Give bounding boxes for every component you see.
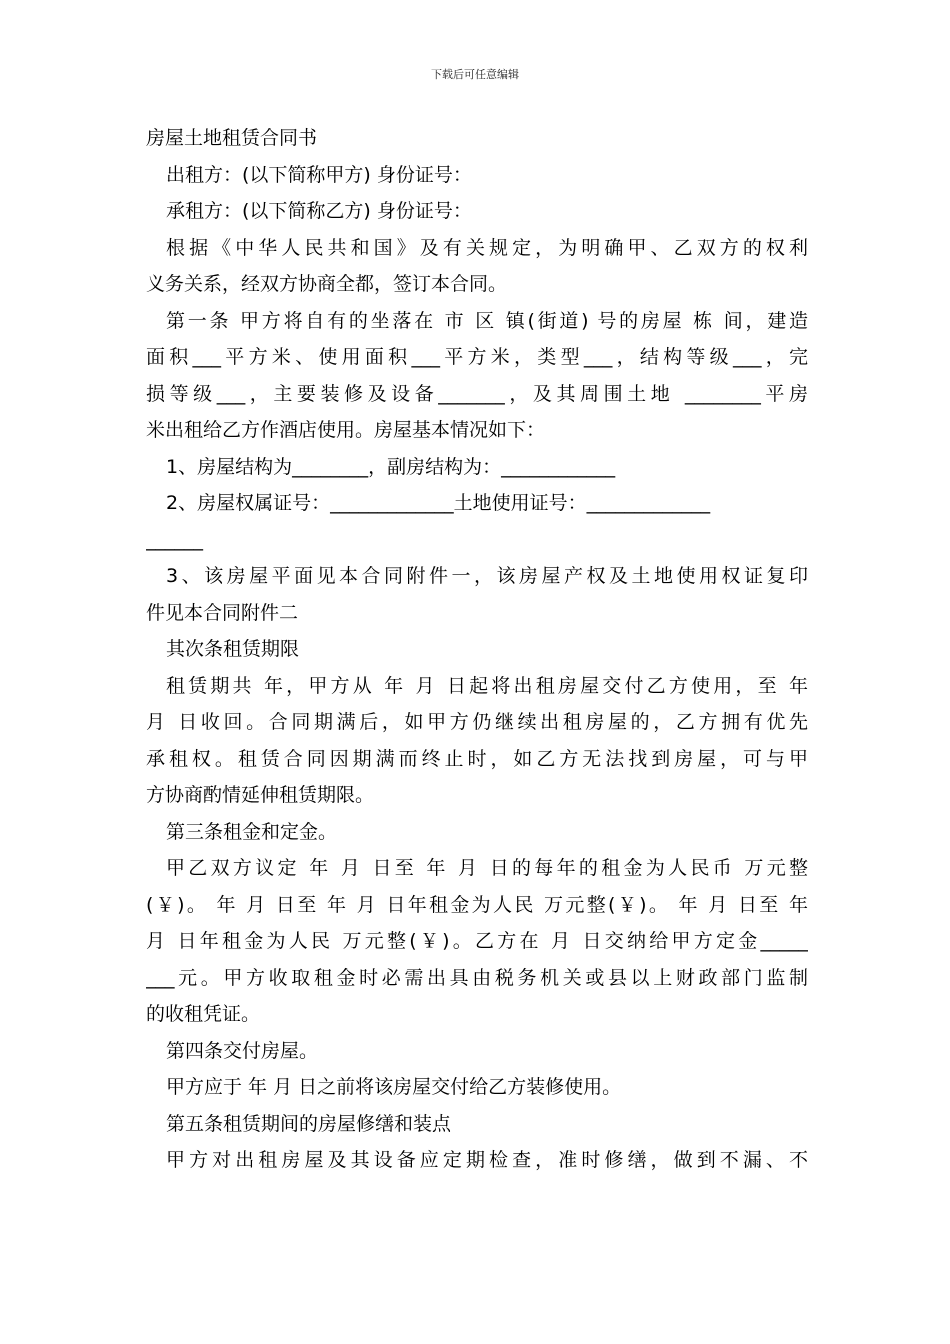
list-item-continuation: ______: [146, 528, 203, 551]
article-1-line: 损等级___，主要装修及设备_______，及其周围土地 ________平房: [146, 382, 808, 405]
paragraph-line: 甲方应于 年 月 日之前将该房屋交付给乙方装修使用。: [166, 1076, 622, 1098]
list-item-continuation: 件见本合同附件二: [146, 601, 299, 624]
article-1-line: 米出租给乙方作酒店使用。房屋基本情况如下：: [146, 419, 546, 441]
header-note: 下载后可任意编辑: [431, 68, 519, 81]
lessor-line: 出租方：(以下简称甲方) 身份证号：: [166, 163, 472, 186]
article-1-line: 面积___平方米、使用面积___平方米，类型___，结构等级___，完: [146, 346, 808, 368]
article-1-line: 第一条 甲方将自有的坐落在 市 区 镇(街道) 号的房屋 栋 间，建造: [166, 309, 808, 332]
paragraph-line: 月 日年租金为人民 万元整(￥)。乙方在 月 日交纳给甲方定金_____: [146, 930, 808, 952]
list-item: 3、该房屋平面见本合同附件一，该房屋产权及土地使用权证复印: [166, 565, 808, 587]
paragraph-line: 甲方对出租房屋及其设备应定期检查，准时修缮，做到不漏、不: [166, 1149, 808, 1171]
paragraph-line: 的收租凭证。: [146, 1003, 261, 1025]
paragraph-line: ___元。甲方收取租金时必需出具由税务机关或县以上财政部门监制: [146, 966, 808, 989]
paragraph-line: 根据《中华人民共和国》及有关规定，为明确甲、乙双方的权利: [166, 236, 808, 259]
lessee-line: 承租方：(以下简称乙方) 身份证号：: [166, 200, 472, 222]
paragraph-line: 甲乙双方议定 年 月 日至 年 月 日的每年的租金为人民币 万元整: [166, 857, 808, 879]
article-heading: 第三条租金和定金。: [166, 820, 338, 843]
paragraph-line: 方协商酌情延伸租赁期限。: [146, 784, 375, 806]
article-heading: 第四条交付房屋。: [166, 1039, 319, 1062]
paragraph-line: 承租权。租赁合同因期满而终止时，如乙方无法找到房屋，可与甲: [146, 747, 808, 770]
paragraph-line: (￥)。 年 月 日至 年 月 日年租金为人民 万元整(￥)。 年 月 日至 年: [146, 893, 808, 916]
paragraph-line: 月 日收回。合同期满后，如甲方仍继续出租房屋的，乙方拥有优先: [146, 711, 808, 733]
article-heading: 其次条租赁期限: [166, 638, 300, 660]
list-item: 1、房屋结构为________，副房结构为：____________: [166, 455, 616, 478]
document-body: [146, 120, 808, 1179]
list-item: 2、房屋权属证号：_____________土地使用证号：_____________: [166, 492, 711, 514]
article-heading: 第五条租赁期间的房屋修缮和装点: [166, 1112, 452, 1135]
paragraph-line: 租赁期共 年，甲方从 年 月 日起将出租房屋交付乙方使用，至 年: [166, 674, 808, 697]
paragraph-line: 义务关系，经双方协商全都，签订本合同。: [146, 273, 508, 295]
document-title: 房屋土地租赁合同书: [146, 127, 318, 149]
